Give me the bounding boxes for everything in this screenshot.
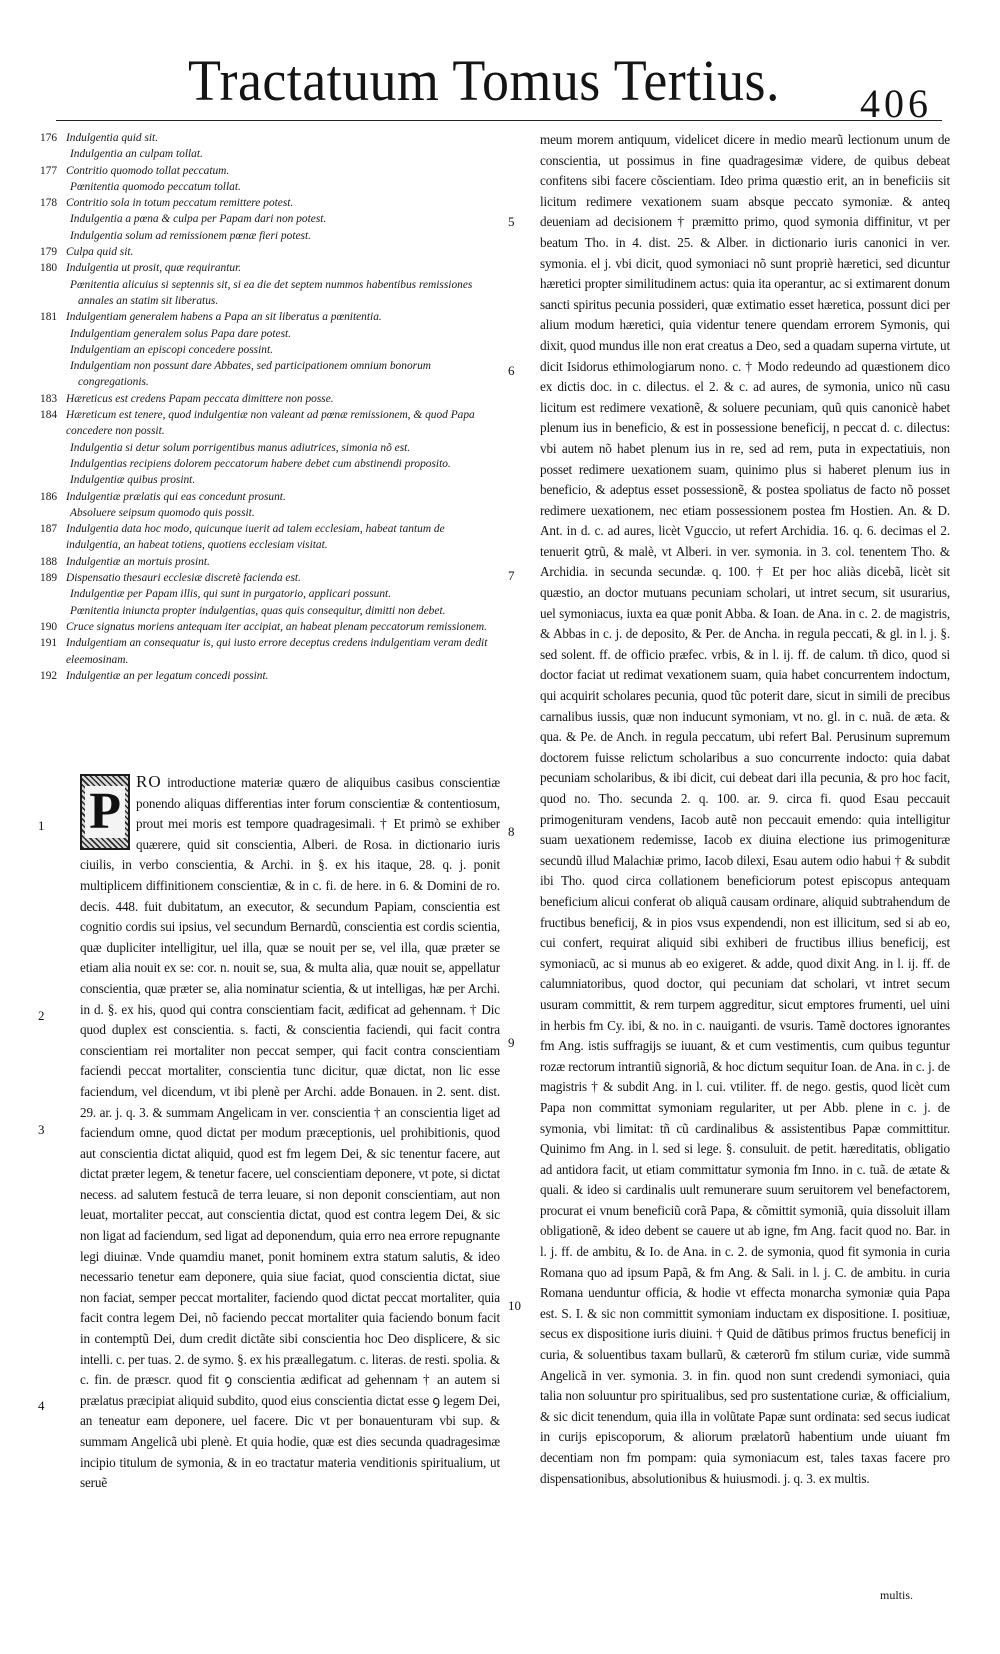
summary-text: Indulgentia solum ad remissionem pœnæ fieri potest. <box>70 229 311 242</box>
summary-text: Pœnitentia quomodo peccatum tollat. <box>70 180 241 193</box>
summary-number: 180 <box>40 262 58 275</box>
summary-text: Indulgentiam generalem habens a Papa an sit liberatus a pœnitentia. <box>66 311 382 324</box>
summary-number: 183 <box>40 392 58 405</box>
summary-text: Dispensatio thesauri ecclesiæ discretè facienda est. <box>66 572 301 585</box>
margin-number: 9 <box>508 1035 515 1050</box>
summary-text: Indulgentiam generalem solus Papa dare potest. <box>70 327 292 340</box>
left-column-text: introductione materiæ quæro de aliquibus casibus conscientiæ ponendo aliquas differentias inter forum conscientiæ & contentiosum, prout mei moris est tempore quadragesimali. † Et primò se exhiber quærere, quid sit conscientia, Alberi. de Rosa. in dictionario iuris ciuilis, in verbo conscientia, & Archi. in §. ex his itaque, 28. q. j. ponit multiplicem diffinitionem conscientiæ, & in c. fi. de here. in 6. & Domini de ro. decis. 448. fuit dubitatum, an executor, & secundum Papiam, conscientia est cognitio cordis sui ipsius, vel secundum Bernardũ, conscientia est cordis scientia, quæ dupliciter intelligitur, uel illa, quæ se nouit per se, vel illa, quæ præter se etiam alia nouit ex se: cor. n. nouit se, sua, & multa alia, quæ nouit se, appellatur conscientia, quæ præter se, alia nominatur scientia, & ut intelligas, hæ per Archi. in d. §. ex his, quod qui contra conscientiam facit, ædificat ad gehennam. † Dic quod duplex est conscientia. s. facti, & conscientia faciendi, qui facit contra conscientiam rei mortaliter non peccat semper, qui facit contra conscientiam faciendi peccat mortaliter, conscientia tunc dicitur, quæ dictat, non lic esse faciendum, vel dicendum, vt ibi plenè per Archi. adde Bonauen. in 2. sent. dist. 29. ar. j. q. 3. & summam Angelicam in ver. conscientia † an conscientia liget ad faciendum omne, quod dictat per modum præceptionis, uel prohibitionis, quod aut conscientia dictat aliquid, quod est fm legem Dei, & sic tenentur facere, aut dictat præter legem, & tenetur facere, uel conscientiam deponere, vt pote, si dictat necess. ad salutem festucã de terra leuare, si non deponit conscientiam, aut non leuat, mortaliter peccat, aut conscientia dictat, quod est contra legem Dei, & sic non ligat ad faciendum, sed ligat ad deponendum, quia erro nea errore repugnante legi diuinæ. Vnde quamdiu manet, ponit hominem extra statum salutis, & ideo necessario tenetur eam deponere, quia siue faciat, quod conscientia dictat, siue non faciat, semper peccat mortaliter, faciendo quod dictat peccat mortaliter, quia facit contra legem Dei, nõ faciendo peccat mortaliter quia faciendo bonum facit in contemptũ Dei, dum credit dictãte sibi conscientia hoc Deo displicere, & sic intelli. c. per tuas. 2. de symo. §. ex his præallegatum. c. literas. de resti. spolia. & c. fin. de præscr. quod fit ꝯ conscientia ædificat ad gehennam † an autem si prælatus præcipiat aliquid subdito, quod eius conscientia dictat esse ꝯ legem Dei, an teneatur eam deponere, uel facere. Dic vt per bonauenturam vbi sup. & summam Angelicã ubi plenè. Et quia hodie, quæ est dies secunda quadragesimæ incipio titulum de symonia, & in eo tractatur materia venditionis spiritualium, ut seruẽ <box>80 775 500 1491</box>
summary-entry <box>40 277 500 310</box>
margin-number: 7 <box>508 568 515 583</box>
summary-text: Indulgentiæ an per legatum concedi possint. <box>66 669 269 682</box>
summary-entry <box>40 146 500 162</box>
summary-number: 176 <box>40 132 58 144</box>
summary-entry <box>40 521 500 554</box>
summary-entry <box>40 163 500 179</box>
running-title: Tractatuum Tomus Tertius. <box>188 48 780 113</box>
margin-number: 2 <box>38 1008 45 1023</box>
summary-entry <box>40 244 500 260</box>
margin-number: 6 <box>508 363 515 378</box>
summary-number: 189 <box>40 572 58 585</box>
summary-text: Culpa quid sit. <box>66 246 134 259</box>
summary-entry <box>40 489 500 505</box>
summary-entry <box>40 603 500 619</box>
summary-text: Indulgentiæ per Papam illis, qui sunt in purgatorio, applicari possunt. <box>70 588 392 601</box>
summary-text: Indulgentia quid sit. <box>66 132 159 144</box>
summary-entry <box>40 179 500 195</box>
summary-entry <box>40 505 500 521</box>
summary-entry <box>40 391 500 407</box>
summary-number: 178 <box>40 197 58 210</box>
summary-text: Contritio quomodo tollat peccatum. <box>66 164 230 177</box>
summary-text: Indulgentiam non possunt dare Abbates, sed participationem omnium bonorum congregationis. <box>70 360 432 389</box>
summary-text: Hæreticum est tenere, quod indulgentiæ non valeant ad pœnæ remissionem, & quod Papa concedere non possit. <box>66 409 475 438</box>
summary-entry <box>40 440 500 456</box>
decorated-initial: P <box>80 774 130 850</box>
summary-text: Indulgentiæ prælatis qui eas concedunt prosunt. <box>66 490 286 503</box>
summary-text: Indulgentiæ an mortuis prosint. <box>66 555 210 568</box>
summary-text: Indulgentia ut prosit, quæ requirantur. <box>66 262 242 275</box>
summary-entry <box>40 619 500 635</box>
summary-entry <box>40 211 500 227</box>
summary-entry <box>40 130 500 146</box>
summary-entry <box>40 407 500 440</box>
summary-text: Pœnitentia alicuius si septennis sit, si ea die det septem nummos habentibus remissiones annales an statim sit liberatus. <box>70 278 473 307</box>
margin-number: 1 <box>38 818 45 833</box>
summary-text: Indulgentiam an consequatur is, qui iusto errore deceptus credens indulgentiam veram dedit eleemosinam. <box>66 637 488 666</box>
summary-entry <box>40 668 500 684</box>
body-column-left <box>80 772 500 1494</box>
summary-text: Absoluere seipsum quomodo quis possit. <box>70 506 255 519</box>
margin-number: 8 <box>508 824 515 839</box>
summary-index <box>40 130 500 684</box>
summary-number: 188 <box>40 555 58 568</box>
margin-number: 5 <box>508 214 515 229</box>
margin-number: 4 <box>38 1398 45 1413</box>
catchword: multis. <box>880 1588 914 1602</box>
summary-entry <box>40 456 500 472</box>
summary-text: Indulgentia an culpam tollat. <box>70 148 203 161</box>
summary-entry <box>40 635 500 668</box>
margin-number: 10 <box>508 1298 521 1313</box>
summary-text: Indulgentia a pœna & culpa per Papam dari non potest. <box>70 213 327 226</box>
summary-entry <box>40 570 500 586</box>
summary-number: 191 <box>40 637 58 650</box>
summary-entry <box>40 260 500 276</box>
right-column-text: meum morem antiquum, videlicet dicere in medio mearũ lectionum unum de conscientia, ut possimus in fine quadragesimæ videre, de quibus debeat confitens sibi facere cõscientiam. Ideo prima quæstio erit, an in beneficiis sit licitum redimere vexationem suam absque peccato symoniæ. & anteq deueniam ad decisionem † præmitto primo, quod symonia diffinitur, vt per beatum Tho. in 4. dist. 25. & Alber. in dictionario iuris canonici in ver. symonia. el j. vbi dicit, quod symoniaci nõ sunt propriè hæretici, sed dicuntur hæretici propter similitudinem actus: quia ita operantur, ac si extimarent donum sancti spiritus pecunia possideri, quæ extimatio esset hæretica, possunt dici per alium modum hæretici, quia videntur tenere quendam errorem Symonis, qui dixit, quod mundus ille non erat creatus a Deo, sed a quadam superna virtute, ut dicit Isidorus ethimologiarum nono. c. † Modo redeundo ad quæstionem dico ex dictis doc. in c. dilectus. el 2. & c. ad aures, de symonia, unico nũ casu licitum est redimere vexationẽ, & soluere pecuniam, quũ quis canonicè habet plenum ius in beneficio, & est in possessione beneficij, n peccat d. c. dilectus: vbi autem nõ habet plenum ius in re, sed ad rem, puta in expectatiuis, non posset redimere uexationem suam, quinimo plus si haberet plenum ius in beneficio, & adeptus esset possessionẽ, & postea spoliatus de facto nõ posset redimere uexationem, nec etiam possessionem postea fm Hostien. An. & D. Ant. in d. c. ad aures, licèt Vguccio, ut refert Archidia. 16. q. 6. decimas el 2. tenuerit ꝯtrũ, & malè, vt Alberi. in ver. symonia. in 3. col. tenentem Tho. & Archidia. in secunda secundæ. q. 100. † Et per hoc aliàs dicebã, licèt sit quæstio, an doctor mutuans pecuniam scholari, ut intret secum, sit usurarius, uel symoniacus, iuxta ea quæ ponit Abba. & Ioan. de Ana. in c. 2. de magistris, & Abbas in c. j. de deposito, & Per. de Ancha. in regula peccati, & gl. in l. j. §. sed solent. ff. de officio præfec. vrbis, & in l. ij. ff. de calum. tñ dico, quod si doctor faciat ut redimat vexationem suam, quia habet concurrentem indoctum, qui acquirit scholares pecunia, quod tũc poterit dare, sicut in simili de precibus carnalibus iussis, quæ non inducunt symoniam, vt no. gl. in c. nuã. de æta. & qua. & Pe. de Anch. in regula peccatum, ubi refert Bal. Perusinum supremum doctorem fuisse relictum scholaribus a suo concurrente indocto: quia dabat pecuniam scholaribus, & ibi dicit, cui debeat dari illa pecunia, & pro hoc facit, quod no. Tho. secunda 2. q. 100. ar. 9. circa fi. quod Esau peccauit primogenituram vendens, Iacob autẽ non peccauit emendo: quia intelligitur suam uexationem redemisse, Iacob ex diuina electione ius primogenituræ secundũ illud Malachiæ primo, Iacob dilexi, Esau autem odio habui † & subdit ibi Tho. quod circa collationem beneficiorum potest episcopus antequam beneficium alicui conferat ob aliquã causam ordinare, aliquid subtrahendum de fructibus beneficij, & in pios vsus expendendi, non est illicitum, sed si ab eo, cui confert, requirat aliquid sibi exhiberi de fructibus illius beneficij, est symoniacũ, ac si munus ab eo exigeret. & adde, quod dixit Ang. in l. ij. ff. de calumniatoribus, quod doctor, qui pecuniam dat scholari, vt intret secum usuram committit, & rem turpem aggreditur, sicut emptores frumenti, uel uini in herbis fm Cy. ibi, & no. in c. nauiganti. de vsuris. Tamẽ doctores ignorantes fm Ang. istis suffragijs se iuuant, & et cum vestimentis, cum quibus teguntur rozæ rectorum intrantiũ signoriã, & hoc dictum sequitur Ioan. de Ana. in c. j. de magistris † & subdit Ang. in l. cui. vtiliter. ff. de nego. gestis, quod licèt cum Papa non committat symoniam regulariter, ut per Abb. plene in c. j. de symonia, vbi limitat: tñ cũ cardinalibus & assistentibus Papæ committitur. Quinimo fm Ang. in l. sed si lege. §. consuluit. de petit. hæreditatis, obligatio ad antidora facit, ut etiam committatur symonia fm Inno. in c. tuã. de ætate & quali. & ideo si cardinalis uult remunerare suum seruitorem vel benefactorem, procurat ei vnum beneficiũ corã Papa, & cõmittit symoniã, quia dissoluit illam obligationẽ, & ideo debent se cauere ut ab igne, fm Ang. facit quod no. Bar. in l. j. ff. de ambitu, & Io. de Ana. in c. 2. de symonia, quod fit symonia in curia Romana quo ad ipsum Papã, & fm Ang. & Sali. in l. j. C. de ambitu. in curia Romana uenduntur officia, & hodie vt effecta monarcha symoniæ quia Papa est. S. I. & sic non committit symoniam inductam ex dispositione. I. positiuæ, secus ex dispositione iuris diuini. † Quid de dãtibus primos fructus beneficij in curia, & soluentibus taxam bullarũ, & cæterorũ fm stilum curiæ, vide summã Angelicã in ver. symonia. 3. in fin. quod non sunt credendi symoniaci, quia talia non soluuntur pro spiritualibus, sed pro sustentatione curiæ, & officialium, & sic dicit tenendum, quia illa in volũtate Papæ sunt ordinata: sed secus iudicat in curijs episcoporum, & aliorum prælatorũ habentium unde uiuant fm decentiam non fm pompam: quia symoniacum est, tales taxas facere pro dispensationibus, absolutionibus & huiusmodi. j. q. 3. ex multis. <box>540 132 950 1486</box>
summary-number: 192 <box>40 669 58 682</box>
summary-text: Contritio sola in totum peccatum remittere potest. <box>66 197 294 210</box>
summary-entry <box>40 586 500 602</box>
summary-entry <box>40 326 500 342</box>
summary-number: 177 <box>40 164 58 177</box>
summary-entry <box>40 195 500 211</box>
summary-text: Hæreticus est credens Papam peccata dimittere non posse. <box>66 392 334 405</box>
summary-entry <box>40 472 500 488</box>
opening-word: RO <box>136 772 162 791</box>
summary-number: 190 <box>40 620 58 633</box>
folio-number: 406 <box>860 81 932 126</box>
header-rule <box>56 120 942 121</box>
summary-number: 181 <box>40 311 58 324</box>
summary-entry <box>40 358 500 391</box>
summary-entry <box>40 342 500 358</box>
summary-text: Indulgentiam an episcopi concedere possint. <box>70 343 273 356</box>
summary-entry <box>40 228 500 244</box>
margin-number: 3 <box>38 1122 45 1137</box>
summary-text: Cruce signatus moriens antequam iter accipiat, an habeat plenam peccatorum remissionem. <box>66 620 487 633</box>
summary-number: 187 <box>40 523 58 536</box>
summary-entry <box>40 309 500 325</box>
summary-number: 184 <box>40 409 58 422</box>
summary-text: Indulgentias recipiens dolorem peccatorum habere debet cum abstinendi proposito. <box>70 457 451 470</box>
summary-text: Indulgentiæ quibus prosint. <box>70 474 196 487</box>
summary-text: Pœnitentia iniuncta propter indulgentias, quas quis consequitur, dimitti non debet. <box>70 604 446 617</box>
body-column-right <box>540 130 950 1489</box>
summary-entry <box>40 554 500 570</box>
opening-paragraph <box>80 772 500 1494</box>
summary-number: 186 <box>40 490 58 503</box>
summary-number: 179 <box>40 246 58 259</box>
summary-text: Indulgentia si detur solum porrigentibus manus adiutrices, simonia nõ est. <box>70 441 411 454</box>
summary-text: Indulgentia data hoc modo, quicunque iuerit ad talem ecclesiam, habeat tantum de indulgentia, an habeat totiens, quotiens ecclesiam visitat. <box>66 523 445 552</box>
